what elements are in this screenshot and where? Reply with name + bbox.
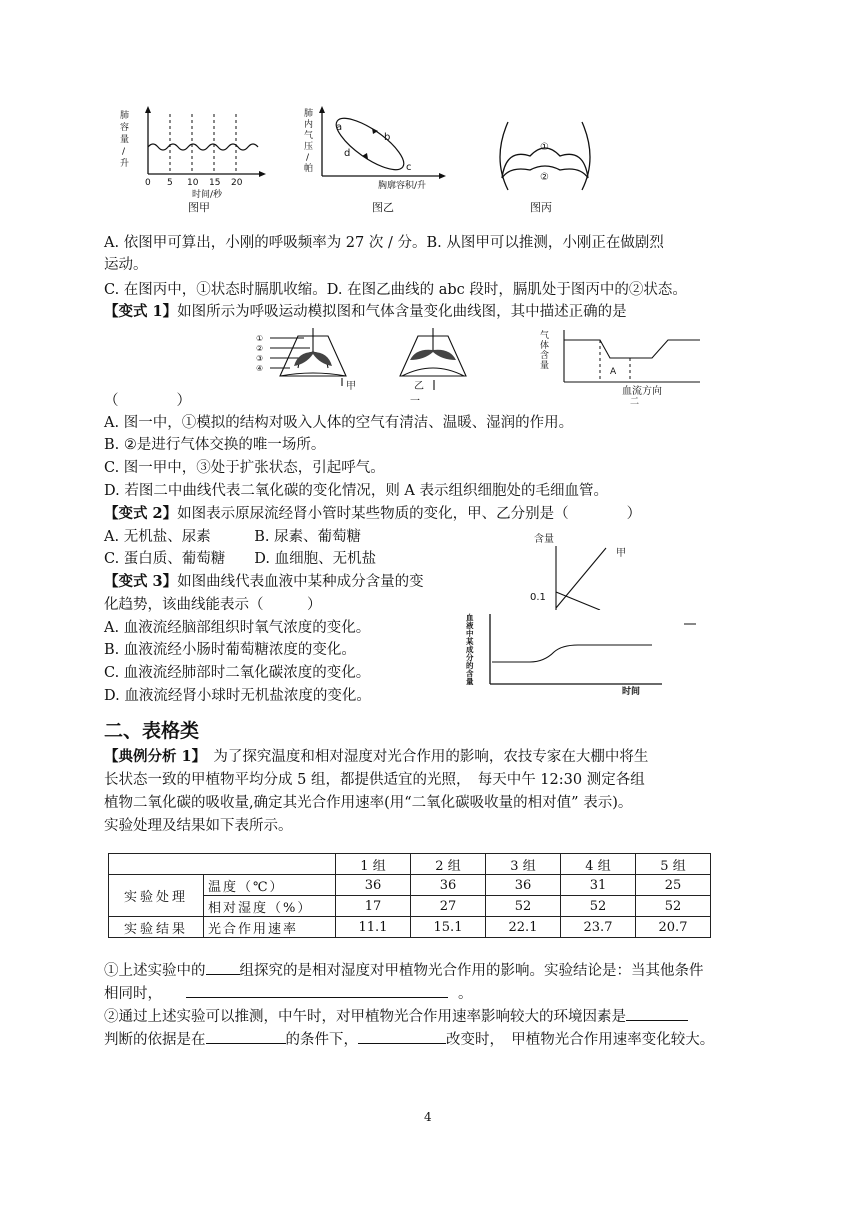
- table-cell: 36: [336, 875, 411, 896]
- jia-ylabel-3: /: [122, 147, 126, 157]
- option-ab-cont: 运动。: [104, 257, 148, 273]
- jia-ylabel-1: 容: [120, 123, 130, 133]
- yi-xlabel: 胸廓容积/升: [378, 181, 427, 191]
- q2-part-d: 改变时， 甲植物光合作用速率变化较大。: [446, 1032, 715, 1048]
- q2-part-c: 的条件下，: [285, 1032, 358, 1048]
- figure-v2: [520, 530, 670, 610]
- q1-part-a: ①上述实验中的: [104, 963, 206, 979]
- v3-ylabel-3: 某: [466, 637, 474, 646]
- variant3-stem: [104, 572, 424, 592]
- q1-blank-group[interactable]: [206, 960, 240, 975]
- q2-blank-factor[interactable]: [626, 1006, 688, 1021]
- table-cell: 36: [486, 875, 561, 896]
- example-line-1: [104, 747, 648, 767]
- table-row-name: 温度（℃）: [204, 875, 336, 896]
- variant2-stem: [104, 504, 641, 524]
- bing-mark-2: ②: [540, 172, 549, 183]
- q1-part-b: 组探究的是相对湿度对甲植物光合作用的影响。实验结论是：当其他条件: [239, 963, 704, 979]
- example-line-2: 长状态一致的甲植物平均分成 5 组，都提供适宜的光照， 每天中午 12:30 测定各组: [104, 772, 645, 788]
- table-cell: 52: [561, 896, 636, 917]
- option-cd: C. 在图丙中，①状态时膈肌收缩。D. 在图乙曲线的 abc 段时，膈肌处于图丙中的②状态。: [104, 282, 687, 298]
- table-header-row: [109, 854, 711, 875]
- variant3-tag: 【变式 3】: [104, 573, 178, 590]
- v1-label-yi: 乙: [414, 381, 424, 392]
- variant2-tag: 【变式 2】: [104, 505, 178, 522]
- v1-curve-a: A: [610, 367, 617, 377]
- yi-caption: 图乙: [372, 201, 394, 214]
- v2-ylabel: 含量: [534, 534, 554, 545]
- table-cell: 23.7: [561, 917, 636, 938]
- v1-mark-3: ③: [256, 354, 264, 363]
- figure-v1-model: [250, 326, 475, 392]
- v2-line-jia: 甲: [616, 548, 626, 559]
- jia-xlabel: 时间/秒: [192, 190, 223, 200]
- jia-xtick-2: 10: [187, 178, 199, 188]
- table-cell: 11.1: [336, 917, 411, 938]
- v1-curve-xlabel: 血流方向: [622, 386, 662, 397]
- bing-caption: 图丙: [530, 201, 552, 214]
- yi-ylabel-4: /: [306, 153, 310, 163]
- v1-mark-4: ④: [256, 364, 264, 373]
- variant1-option-d: D. 若图二中曲线代表二氧化碳的变化情况，则 A 表示组织细胞处的毛细血管。: [104, 483, 609, 499]
- jia-ylabel-2: 量: [120, 135, 130, 145]
- variant1-paren: （ ）: [104, 393, 191, 409]
- yi-ylabel-5: 帕: [304, 164, 314, 174]
- question-2: [104, 1006, 688, 1027]
- figure-bing: [490, 118, 600, 214]
- table-row: [109, 875, 711, 896]
- v3-ylabel-7: 含: [466, 669, 474, 678]
- v2-tick: 0.1: [530, 592, 546, 603]
- variant1-option-c: C. 图一甲中，③处于扩张状态，引起呼气。: [104, 460, 385, 476]
- v3-ylabel-2: 中: [466, 629, 474, 638]
- yi-point-b: b: [384, 132, 391, 143]
- table-row: [109, 917, 711, 938]
- q2-blank-variable[interactable]: [358, 1029, 446, 1044]
- example-text-1: 为了探究温度和相对湿度对光合作用的影响，农技专家在大棚中将生: [198, 749, 649, 765]
- table-row-name: 相对湿度（%）: [204, 896, 336, 917]
- variant1-text: 如图所示为呼吸运动模拟图和气体含量变化曲线图，其中描述正确的是: [177, 304, 627, 320]
- variant1-option-b: B. ②是进行气体交换的唯一场所。: [104, 437, 326, 453]
- v3-xlabel: 时间: [622, 687, 641, 696]
- v3-ylabel-8: 量: [466, 677, 474, 686]
- variant2-option-ab: A. 无机盐、尿素 B. 尿素、葡萄糖: [104, 529, 362, 545]
- experiment-table: [108, 853, 711, 938]
- v3-ylabel-1: 液: [466, 621, 474, 630]
- figure-yi: [282, 104, 452, 214]
- yi-ylabel-2: 气: [304, 131, 314, 141]
- jia-xtick-3: 15: [209, 178, 221, 188]
- v1-label-two: 二: [630, 397, 640, 404]
- v1-label-jia: 甲: [346, 381, 356, 392]
- table-cell: 17: [336, 896, 411, 917]
- jia-ylabel-4: 升: [120, 159, 130, 169]
- v3-ylabel-6: 的: [466, 661, 474, 670]
- v1-mark-2: ②: [256, 344, 264, 353]
- table-header-group-1: 1 组: [336, 854, 411, 875]
- figure-jia: [112, 104, 267, 214]
- section-heading: 二、表格类: [104, 720, 200, 742]
- table-header-group-3: 3 组: [486, 854, 561, 875]
- example-line-3: 植物二氧化碳的吸收量,确定其光合作用速率(用“二氧化碳吸收量的相对值” 表示)。: [104, 795, 633, 811]
- v1-curve-ylabel-2: 含: [540, 351, 550, 361]
- table-cell: 52: [486, 896, 561, 917]
- v3-ylabel-0: 血: [466, 613, 474, 622]
- yi-point-d: d: [344, 148, 351, 159]
- table-corner: [109, 854, 336, 875]
- jia-ylabel-0: 肺: [120, 111, 130, 121]
- yi-ylabel-0: 肺: [304, 109, 314, 119]
- variant1-option-a: A. 图一中，①模拟的结构对吸入人体的空气有清洁、温暖、湿润的作用。: [104, 415, 574, 431]
- v1-curve-ylabel-1: 体: [540, 341, 550, 351]
- jia-xtick-4: 20: [231, 178, 243, 188]
- v1-curve-ylabel-0: 气: [540, 331, 550, 341]
- q2-part-b: 判断的依据是在: [104, 1032, 206, 1048]
- variant3-option-b: B. 血液流经小肠时葡萄糖浓度的变化。: [104, 642, 356, 658]
- figure-v3: [462, 612, 702, 696]
- v1-mark-1: ①: [256, 334, 264, 343]
- v3-ylabel-5: 分: [466, 653, 474, 662]
- table-cell: 20.7: [636, 917, 711, 938]
- yi-point-a: a: [336, 122, 343, 133]
- yi-ylabel-1: 内: [304, 120, 314, 130]
- q2-part-a: ②通过上述实验可以推测，中午时，对甲植物光合作用速率影响较大的环境因素是: [104, 1009, 626, 1025]
- variant1-stem: [104, 302, 627, 322]
- variant3-stem-cont: 化趋势，该曲线能表示（ ）: [104, 597, 322, 613]
- table-treat-label: 实验处理: [109, 875, 204, 917]
- jia-xtick-0: 0: [145, 178, 151, 188]
- table-cell: 25: [636, 875, 711, 896]
- variant1-tag: 【变式 1】: [104, 303, 178, 320]
- table-cell: 15.1: [411, 917, 486, 938]
- table-row-name: 光合作用速率: [204, 917, 336, 938]
- page-number: 4: [424, 1110, 432, 1124]
- variant3-option-d: D. 血液流经肾小球时无机盐浓度的变化。: [104, 688, 371, 704]
- jia-caption: 图甲: [188, 201, 210, 214]
- q1-part-d: 。: [458, 986, 473, 1002]
- table-header-group-5: 5 组: [636, 854, 711, 875]
- v3-ylabel-4: 成: [466, 645, 474, 654]
- table-cell: 22.1: [486, 917, 561, 938]
- variant3-text: 如图曲线代表血液中某种成分含量的变: [177, 574, 424, 590]
- yi-point-c: c: [406, 162, 412, 173]
- example-tag: 【典例分析 1】: [104, 748, 199, 765]
- option-ab: A. 依图甲可算出，小刚的呼吸频率为 27 次 / 分。B. 从图甲可以推测，小刚正在做剧烈: [104, 235, 664, 251]
- table-cell: 31: [561, 875, 636, 896]
- figure-v1-curve: [534, 326, 704, 404]
- table-result-label: 实验结果: [109, 917, 204, 938]
- variant2-option-cd: C. 蛋白质、葡萄糖 D. 血细胞、无机盐: [104, 551, 377, 567]
- question-2-cont: [104, 1029, 714, 1050]
- variant2-text: 如图表示原尿流经肾小管时某些物质的变化，甲、乙分别是（ ）: [177, 506, 642, 522]
- v1-curve-ylabel-3: 量: [540, 361, 550, 371]
- q2-blank-condition[interactable]: [206, 1029, 286, 1044]
- table-header-group-4: 4 组: [561, 854, 636, 875]
- question-1-cont: [104, 983, 473, 1004]
- question-1: [104, 960, 704, 981]
- table-cell: 52: [636, 896, 711, 917]
- yi-ylabel-3: 压: [304, 142, 314, 152]
- jia-xtick-1: 5: [167, 178, 173, 188]
- bing-mark-1: ①: [540, 142, 549, 153]
- table-header-group-2: 2 组: [411, 854, 486, 875]
- table-cell: 36: [411, 875, 486, 896]
- q1-part-c: 相同时，: [104, 986, 162, 1002]
- table-cell: 27: [411, 896, 486, 917]
- q1-blank-conclusion[interactable]: [186, 983, 448, 998]
- variant3-option-c: C. 血液流经肺部时二氧化碳浓度的变化。: [104, 665, 371, 681]
- v1-label-one: 一: [410, 396, 420, 407]
- variant3-option-a: A. 血液流经脑部组织时氧气浓度的变化。: [104, 620, 371, 636]
- example-line-4: 实验处理及结果如下表所示。: [104, 818, 293, 834]
